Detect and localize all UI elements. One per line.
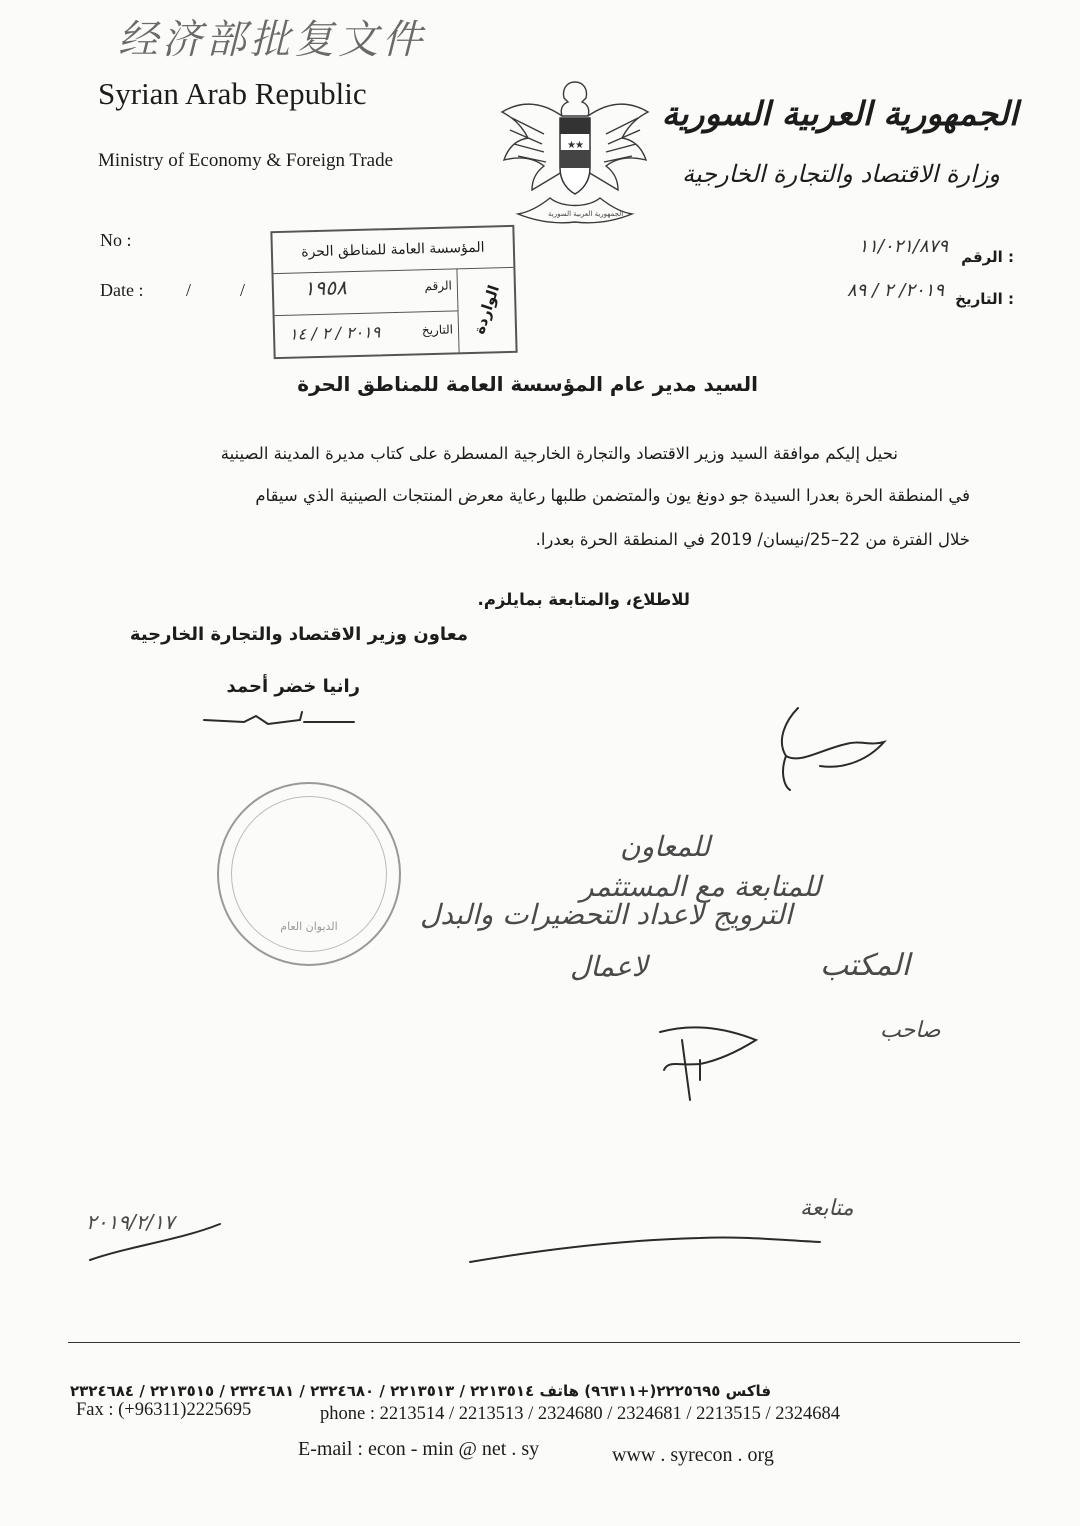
date-separator: / bbox=[240, 280, 246, 300]
body-line: نحيل إليكم موافقة السيد وزير الاقتصاد والتجارة الخارجية المسطرة على كتاب مديرة المدينة الصينية bbox=[220, 444, 898, 463]
stamp-incoming-label: الواردة bbox=[469, 282, 504, 337]
signatory-title: معاون وزير الاقتصاد والتجارة الخارجية bbox=[129, 624, 468, 645]
footer-divider bbox=[68, 1342, 1020, 1343]
seal-text: الديوان العام bbox=[280, 920, 338, 933]
date-value: ٢٠١٩/ ٢ / ٨٩ bbox=[847, 280, 944, 301]
stamp-org: المؤسسة العامة للمناطق الحرة bbox=[272, 227, 513, 274]
date-label-ar: : التاريخ bbox=[955, 290, 1014, 308]
svg-text:★: ★ bbox=[567, 140, 576, 151]
body-line: خلال الفترة من 22–25/نيسان/ 2019 في المنطقة الحرة بعدرا. bbox=[535, 530, 970, 549]
stamp-date-value: ٢٠١٩ / ٢ / ١٤ bbox=[288, 322, 381, 344]
svg-text:★: ★ bbox=[575, 140, 584, 151]
handwriting-line: الترويج لاعداد التحضيرات والبدل bbox=[420, 898, 793, 931]
ref-value: ١١/٠٢١/٨٧٩ bbox=[858, 236, 948, 257]
handwriting-line: متابعة bbox=[800, 1196, 854, 1221]
handwriting-line: للمعاون bbox=[620, 830, 711, 863]
signatory-name: رانيا خضر أحمد bbox=[226, 676, 360, 697]
body-line: في المنطقة الحرة بعدرا السيدة جو دونغ يون والمتضمن طلبها رعاية معرض المنتجات الصينية الذي سيقام bbox=[255, 486, 970, 505]
country-name-en: Syrian Arab Republic bbox=[98, 76, 367, 111]
stamp-date-label: التاريخ bbox=[421, 322, 454, 338]
handwriting-line: للمتابعة مع المستثمر bbox=[580, 870, 821, 903]
handwriting-line: لاعمال bbox=[570, 950, 648, 983]
ministry-name-en: Ministry of Economy & Foreign Trade bbox=[98, 150, 394, 171]
footer-fax: Fax : (+96311)2225695 bbox=[76, 1400, 252, 1420]
closing-line: للاطلاع، والمتابعة بمايلزم. bbox=[477, 590, 690, 609]
footer-email: E-mail : econ - min @ net . sy bbox=[298, 1438, 540, 1460]
country-name-ar: الجمهورية العربية السورية bbox=[661, 94, 1018, 133]
no-label: No : bbox=[100, 230, 132, 250]
footer-contacts-ar: فاكس ٢٢٢٥٦٩٥(+٩٦٣١١) هاتف ٢٢١٣٥١٤ / ٢٢١٣٥١٣ / ٢٣٢٤٦٨٠ / ٢٣٢٤٦٨١ / ٢٢١٣٥١٥ / ٢٣٢٤٦٨٤ bbox=[70, 1382, 772, 1400]
handwriting-line: صاحب bbox=[880, 1018, 941, 1043]
stamp-ref-value: ١٩٥٨ bbox=[303, 275, 348, 301]
handwritten-date: ٢٠١٩/٢/١٧ bbox=[86, 1210, 175, 1234]
date-separator: / bbox=[186, 280, 192, 300]
handwritten-chinese-note: 经济部批复文件 bbox=[118, 17, 426, 63]
addressee: السيد مدير عام المؤسسة العامة للمناطق الحرة bbox=[297, 372, 758, 396]
svg-text:الجمهورية العربية السورية: الجمهورية العربية السورية bbox=[548, 210, 624, 218]
ministry-name-ar: وزارة الاقتصاد والتجارة الخارجية bbox=[682, 160, 1000, 188]
date-label: Date : bbox=[100, 280, 144, 300]
ref-label-ar: : الرقم bbox=[961, 248, 1014, 266]
footer-phone: phone : 2213514 / 2213513 / 2324680 / 2324681 / 2213515 / 2324684 bbox=[320, 1404, 841, 1424]
stamp-ref-label: الرقم bbox=[424, 278, 453, 294]
handwriting-line: المكتب bbox=[820, 948, 910, 983]
footer-website: www . syrecon . org bbox=[612, 1444, 774, 1466]
